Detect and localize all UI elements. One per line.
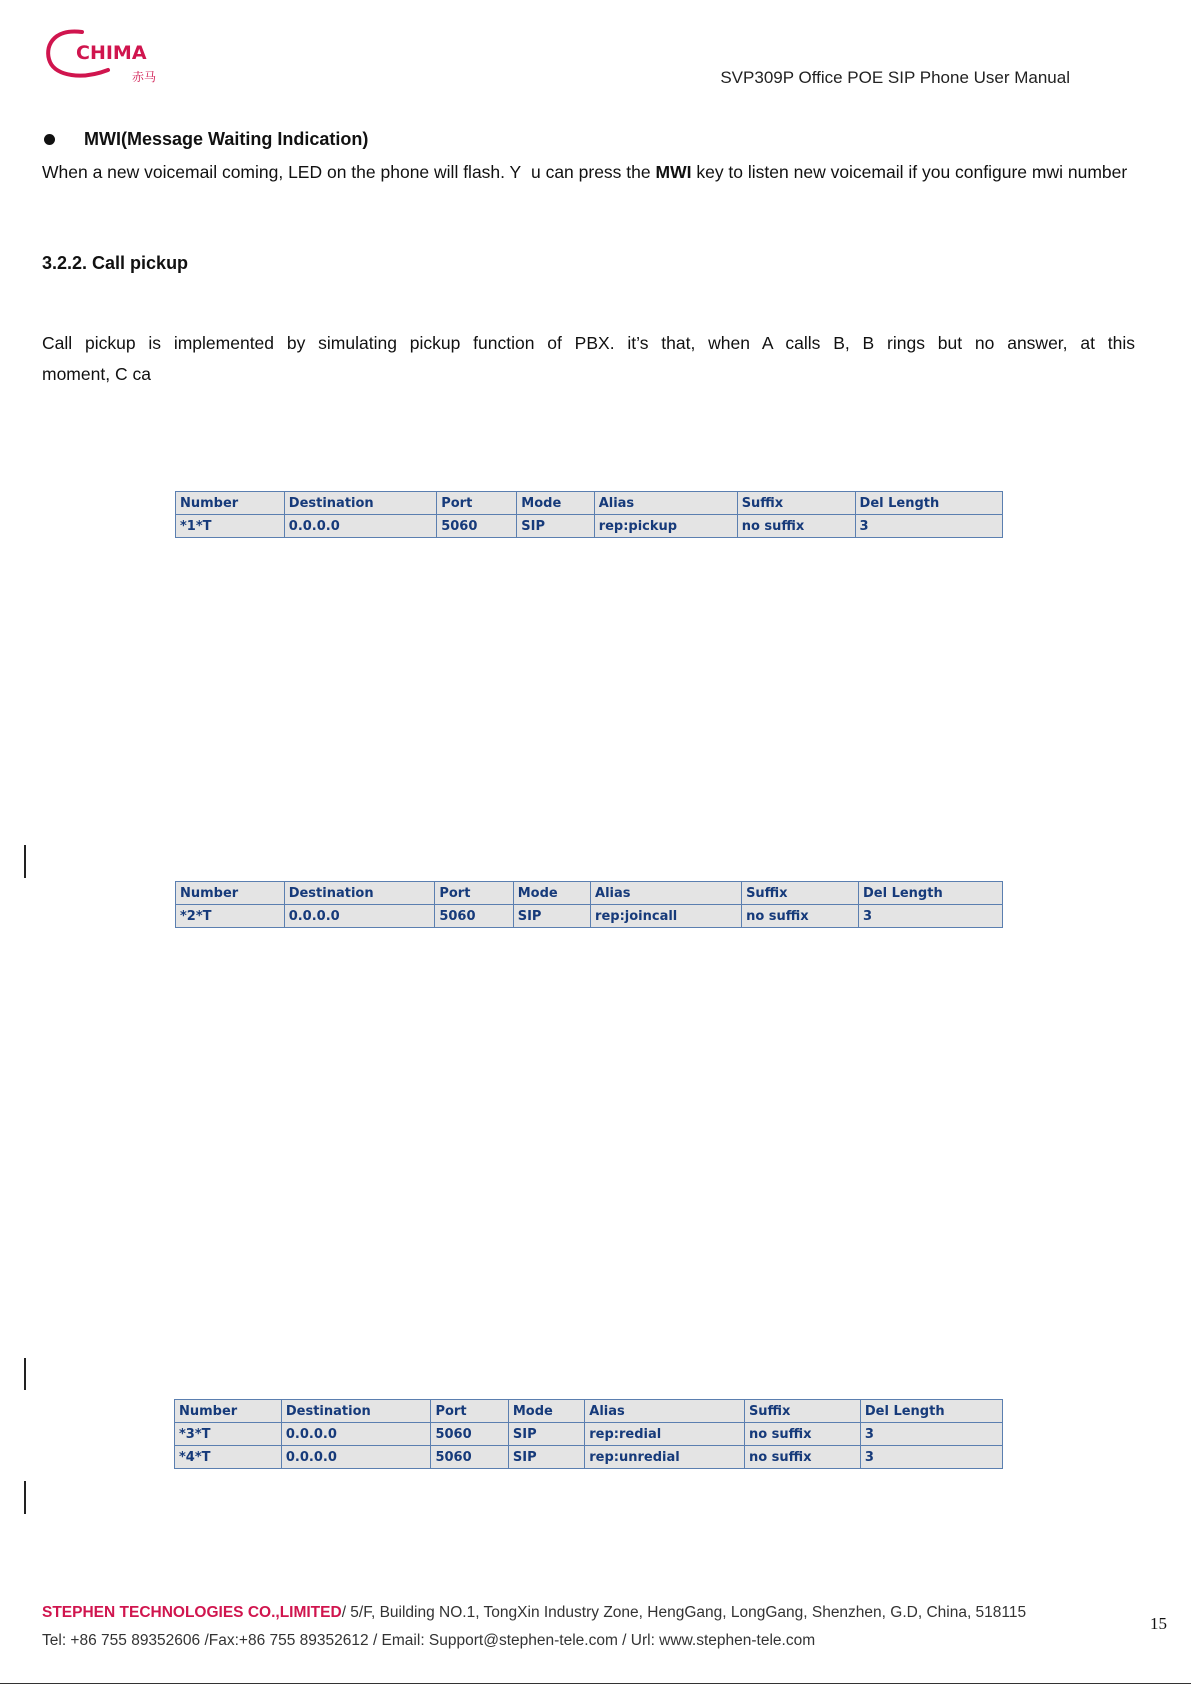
manual-title: SVP309P Office POE SIP Phone User Manual	[720, 68, 1070, 87]
table-cell: 3	[858, 905, 1002, 928]
table-row	[176, 905, 1003, 928]
table-cell: SIP	[508, 1446, 584, 1469]
table-cell: 3	[855, 515, 1002, 538]
table-header-cell: Alias	[594, 492, 737, 515]
table-cell: 0.0.0.0	[284, 905, 435, 928]
footer-address: / 5/F, Building NO.1, TongXin Industry Zone, HengGang, LongGang, Shenzhen, G.D, China, 518115	[341, 1604, 1027, 1621]
table-cell: 3	[860, 1423, 1002, 1446]
table-row	[175, 1423, 1003, 1446]
footer-contact-line: Tel: +86 755 89352606 /Fax:+86 755 89352612 / Email: Support@stephen-tele.com / Url: www.stephen-tele.com	[42, 1632, 816, 1649]
mwi-paragraph	[42, 157, 1132, 188]
table-cell: 5060	[435, 905, 513, 928]
table-cell: 0.0.0.0	[284, 515, 436, 538]
table-cell: SIP	[508, 1423, 584, 1446]
table-header-row	[175, 1400, 1003, 1423]
table-header-cell: Mode	[513, 882, 590, 905]
mwi-text-b: u can press the	[530, 162, 656, 182]
logo-subtext: 赤马	[132, 70, 157, 84]
mwi-text-c: key to listen new voicemail if you configure mwi number	[691, 162, 1128, 182]
table-header-row	[176, 492, 1003, 515]
change-bar	[24, 1481, 26, 1514]
mwi-key-label: MWI	[655, 162, 692, 182]
table-cell: no suffix	[737, 515, 855, 538]
table-cell: rep:pickup	[594, 515, 737, 538]
table-row	[176, 515, 1003, 538]
table-header-cell: Port	[435, 882, 513, 905]
mwi-heading: MWI(Message Waiting Indication)	[84, 129, 369, 149]
table-cell: no suffix	[744, 1423, 860, 1446]
table-header-cell: Port	[437, 492, 517, 515]
bottom-rule	[0, 1683, 1191, 1684]
table-header-cell: Number	[176, 492, 285, 515]
table-header-cell: Mode	[508, 1400, 584, 1423]
page-number: 15	[1150, 1614, 1167, 1633]
change-bar	[24, 845, 26, 878]
logo-text: CHIMA	[76, 42, 147, 64]
table-header-cell: Suffix	[737, 492, 855, 515]
bullet-icon	[44, 134, 55, 145]
table-cell: rep:unredial	[585, 1446, 745, 1469]
table-cell: *1*T	[176, 515, 285, 538]
pickup-dial-rule-table	[175, 491, 1003, 538]
table-header-cell: Port	[431, 1400, 508, 1423]
change-bar	[24, 1358, 26, 1390]
table-header-cell: Alias	[591, 882, 742, 905]
joincall-dial-rule-table	[175, 881, 1003, 928]
redial-dial-rule-table	[174, 1399, 1003, 1469]
table-cell: 0.0.0.0	[281, 1446, 431, 1469]
footer-address-line	[42, 1604, 1026, 1622]
table-cell: 5060	[431, 1423, 508, 1446]
table-header-cell: Number	[175, 1400, 282, 1423]
table-header-cell: Number	[176, 882, 285, 905]
table-cell: 0.0.0.0	[281, 1423, 431, 1446]
table-header-cell: Del Length	[855, 492, 1002, 515]
table-header-cell: Del Length	[860, 1400, 1002, 1423]
table-cell: 5060	[431, 1446, 508, 1469]
footer-company-name: STEPHEN TECHNOLOGIES CO.,LIMITED	[42, 1604, 342, 1621]
table-header-cell: Del Length	[858, 882, 1002, 905]
table-cell: no suffix	[744, 1446, 860, 1469]
table-header-cell: Destination	[284, 882, 435, 905]
table-cell: SIP	[517, 515, 594, 538]
table-cell: *2*T	[176, 905, 285, 928]
table-cell: rep:joincall	[591, 905, 742, 928]
table-cell: 5060	[437, 515, 517, 538]
table-header-cell: Alias	[585, 1400, 745, 1423]
call-pickup-heading: 3.2.2. Call pickup	[42, 253, 189, 273]
call-pickup-line-1: Call pickup is implemented by simulating pickup function of PBX. it’s that, when A calls B, B rings but no answer, at this	[42, 333, 1135, 353]
table-header-cell: Mode	[517, 492, 594, 515]
table-header-cell: Suffix	[744, 1400, 860, 1423]
table-header-row	[176, 882, 1003, 905]
table-cell: rep:redial	[585, 1423, 745, 1446]
table-cell: 3	[860, 1446, 1002, 1469]
company-logo	[42, 26, 172, 88]
table-header-cell: Destination	[284, 492, 436, 515]
mwi-text-a: When a new voicemail coming, LED on the phone will flash. Y	[42, 162, 522, 182]
table-cell: *4*T	[175, 1446, 282, 1469]
table-header-cell: Destination	[281, 1400, 431, 1423]
table-header-cell: Suffix	[742, 882, 859, 905]
table-cell: *3*T	[175, 1423, 282, 1446]
table-row	[175, 1446, 1003, 1469]
call-pickup-line-2: moment, C ca	[42, 364, 151, 384]
table-cell: no suffix	[742, 905, 859, 928]
call-pickup-paragraph	[42, 328, 1135, 390]
table-cell: SIP	[513, 905, 590, 928]
